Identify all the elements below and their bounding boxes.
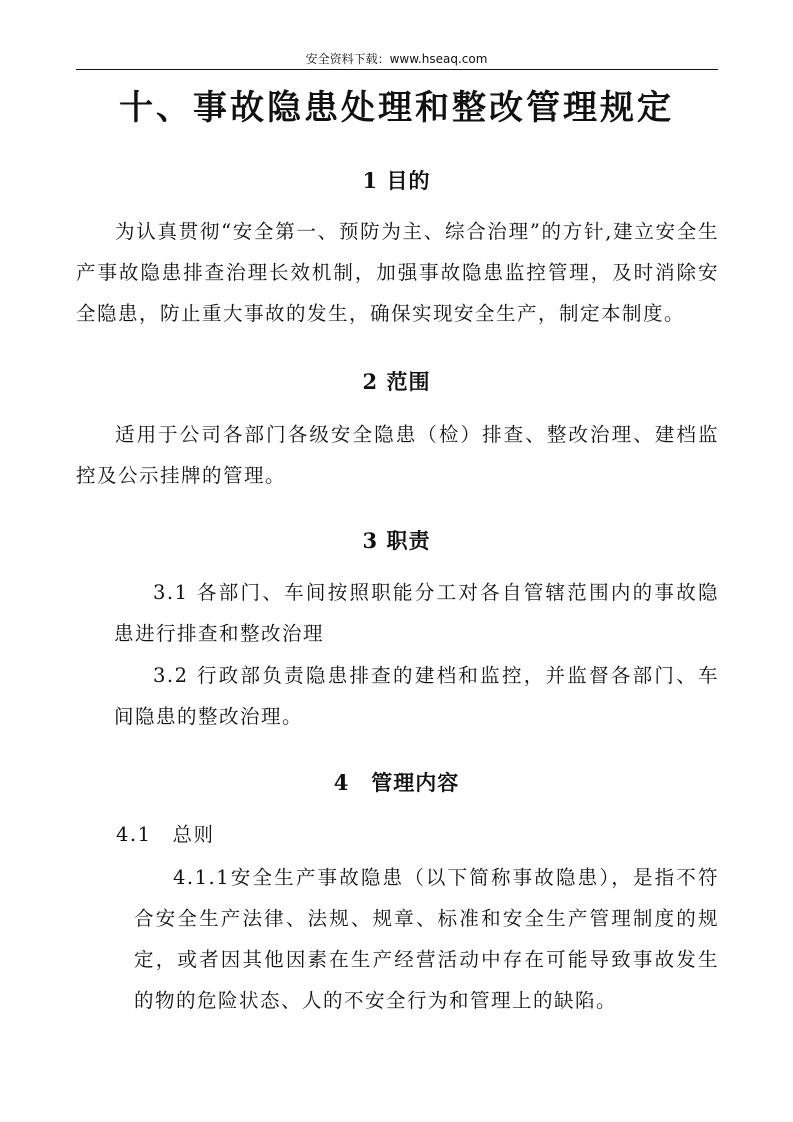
section-heading-responsibilities: 3 职责 bbox=[362, 528, 431, 553]
document-title: 十、事故隐患处理和整改管理规定 bbox=[119, 88, 674, 128]
paragraph-general-4-1-1: 4.1.1安全生产事故隐患（以下简称事故隐患），是指不符合安全生产法律、法规、规章、标准和安全生产管理制度的规定，或者因其他因素在生产经营活动中存在可能导致事故发生的物的危险状态、人的不安全行为和管理上的缺陷。 bbox=[134, 866, 719, 1012]
paragraph-responsibility-3-1: 3.1 各部门、车间按照职能分工对各自管辖范围内的事故隐患进行排查和整改治理 bbox=[114, 581, 719, 645]
paragraph-responsibility-3-2: 3.2 行政部负责隐患排查的建档和监控，并监督各部门、车间隐患的整改治理。 bbox=[114, 664, 719, 728]
subheading-general: 4.1 总则 bbox=[116, 823, 215, 846]
section-heading-scope: 2 范围 bbox=[362, 369, 431, 394]
section-heading-management: 4 管理内容 bbox=[333, 770, 460, 795]
header-site-text: 安全资料下载：www.hseaq.com bbox=[305, 52, 488, 66]
paragraph-scope: 适用于公司各部门各级安全隐患（检）排查、整改治理、建档监控及公示挂牌的管理。 bbox=[76, 423, 719, 487]
paragraph-purpose: 为认真贯彻“安全第一、预防为主、综合治理”的方针,建立安全生产事故隐患排查治理长效机制，加强事故隐患监控管理，及时消除安全隐患，防止重大事故的发生，确保实现安全生产，制定本制度。 bbox=[76, 220, 719, 325]
section-heading-purpose: 1 目的 bbox=[362, 168, 431, 193]
header-divider bbox=[76, 69, 718, 70]
